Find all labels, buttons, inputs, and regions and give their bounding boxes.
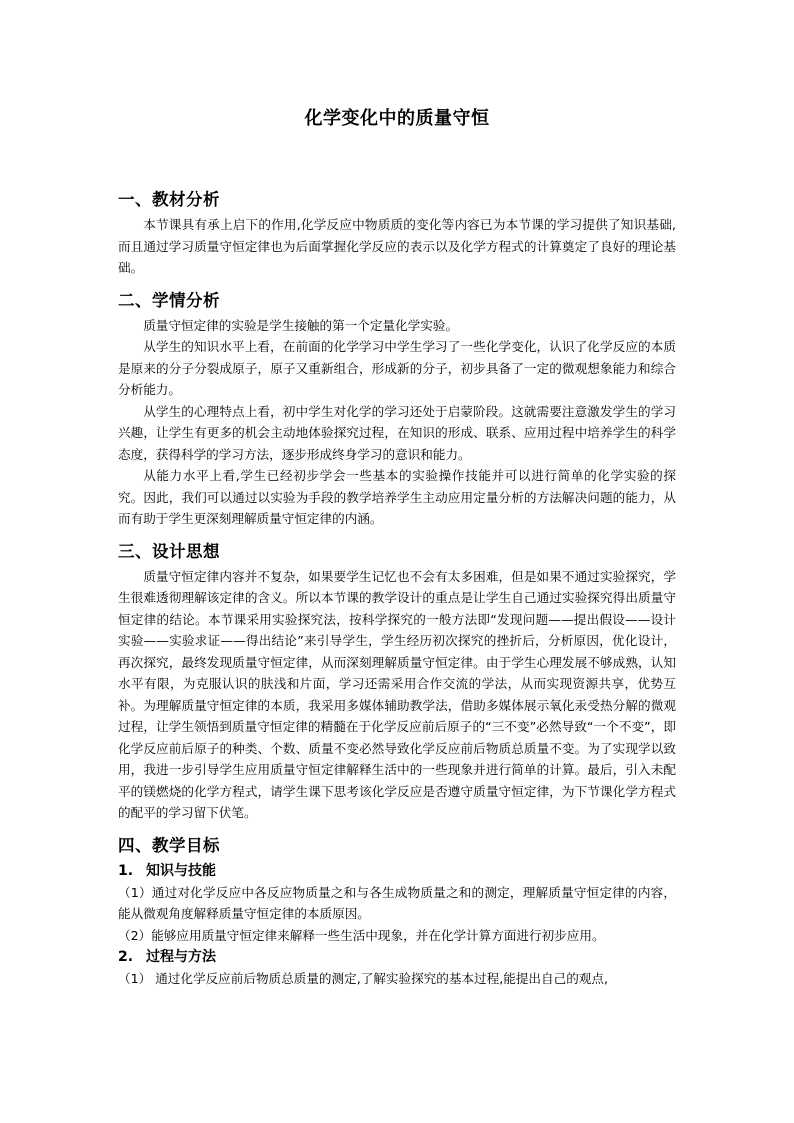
list-item: （1）通过对化学反应中各反应物质量之和与各生成物质量之和的测定，理解质量守恒定律的内容，能从微观角度解释质量守恒定律的本质原因。 bbox=[118, 884, 676, 921]
subsection-number: 1. bbox=[118, 862, 134, 879]
subsection-number: 2. bbox=[118, 949, 134, 965]
paragraph: 质量守恒定律内容并不复杂，如果要学生记忆也不会有太多困难，但是如果不通过实验探究，学生很难透彻理解该定律的含义。所以本节课的教学设计的重点是让学生自己通过实验探究得出质量守恒定律的结论。本节课采用实验探究法，按科学探究的一般方法即“发现问题——提出假设——设计实验——实验求证——得出结论”来引导学生，学生经历初次探究的挫折后，分析原因，优化设计，再次探究，最终发现质量守恒定律，从而深刻理解质量守恒定律。由于学生心理发展不够成熟，认知水平有限，为克服认识的肤浅和片面，学习还需采用合作交流的学法，从而实现资源共享，优势互补。为理解质量守恒定律的本质，我采用多媒体辅助教学法，借助多媒体展示氧化汞受热分解的微观过程，让学生领悟到质量守恒定律的精髓在于化学反应前后原子的“三不变”必然导致“一个不变”，即化学反应前后原子的种类、个数、质量不变必然导致化学反应前后物质总质量不变。为了实现学以致用，我进一步引导学生应用质量守恒定律解释生活中的一些现象并进行简单的计算。最后，引入未配平的镁燃烧的化学方程式，请学生课下思考该化学反应是否遵守质量守恒定律，为下节课化学方程式的配平的学习留下伏笔。 bbox=[118, 568, 676, 820]
list-item: （2）能够应用质量守恒定律来解释一些生活中现象，并在化学计算方面进行初步应用。 bbox=[118, 927, 605, 943]
paragraph: 本节课具有承上启下的作用,化学反应中物质质的变化等内容已为本节课的学习提供了知识基础,而且通过学习质量守恒定律也为后面掌握化学反应的表示以及化学方程式的计算奠定了良好的理论基础。 bbox=[118, 217, 676, 275]
section-textbook-analysis bbox=[118, 186, 676, 279]
subsection-heading bbox=[118, 946, 676, 968]
section-student-analysis bbox=[118, 287, 676, 530]
list-item: （1） 通过化学反应前后物质总质量的测定,了解实验探究的基本过程,能提出自己的观点, bbox=[118, 971, 608, 986]
paragraph: 从能力水平上看,学生已经初步学会一些基本的实验操作技能并可以进行简单的化学实验的探究。因此，我们可以通过以实验为手段的教学培养学生主动应用定量分析的方法解决问题的能力，从而有助于学生更深刻理解质量守恒定律的内涵。 bbox=[118, 468, 676, 526]
paragraph: 质量守恒定律的实验是学生接触的第一个定量化学实验。 bbox=[143, 317, 459, 333]
paragraph: 从学生的心理特点上看，初中学生对化学的学习还处于启蒙阶段。这就需要注意激发学生的学习兴趣，让学生有更多的机会主动地体验探究过程，在知识的形成、联系、应用过程中培养学生的科学态度，获得科学的学习方法，逐步形成终身学习的意识和能力。 bbox=[118, 403, 676, 462]
section-heading: 二、学情分析 bbox=[118, 290, 220, 310]
section-heading: 四、教学目标 bbox=[118, 835, 220, 855]
section-heading: 一、教材分析 bbox=[118, 190, 220, 209]
section-teaching-goals bbox=[118, 832, 676, 990]
subsection-heading bbox=[118, 860, 676, 882]
subsection-title: 知识与技能 bbox=[146, 862, 216, 879]
document-body bbox=[118, 186, 676, 990]
section-design-idea bbox=[118, 538, 676, 824]
section-heading: 三、设计思想 bbox=[118, 541, 220, 561]
paragraph: 从学生的知识水平上看，在前面的化学学习中学生学习了一些化学变化，认识了化学反应的本质是原来的分子分裂成原子，原子又重新组合，形成新的分子，初步具备了一定的微观想象能力和综合分析能力。 bbox=[118, 339, 676, 397]
subsection-title: 过程与方法 bbox=[146, 949, 216, 965]
document-title: 化学变化中的质量守恒 bbox=[304, 108, 490, 129]
